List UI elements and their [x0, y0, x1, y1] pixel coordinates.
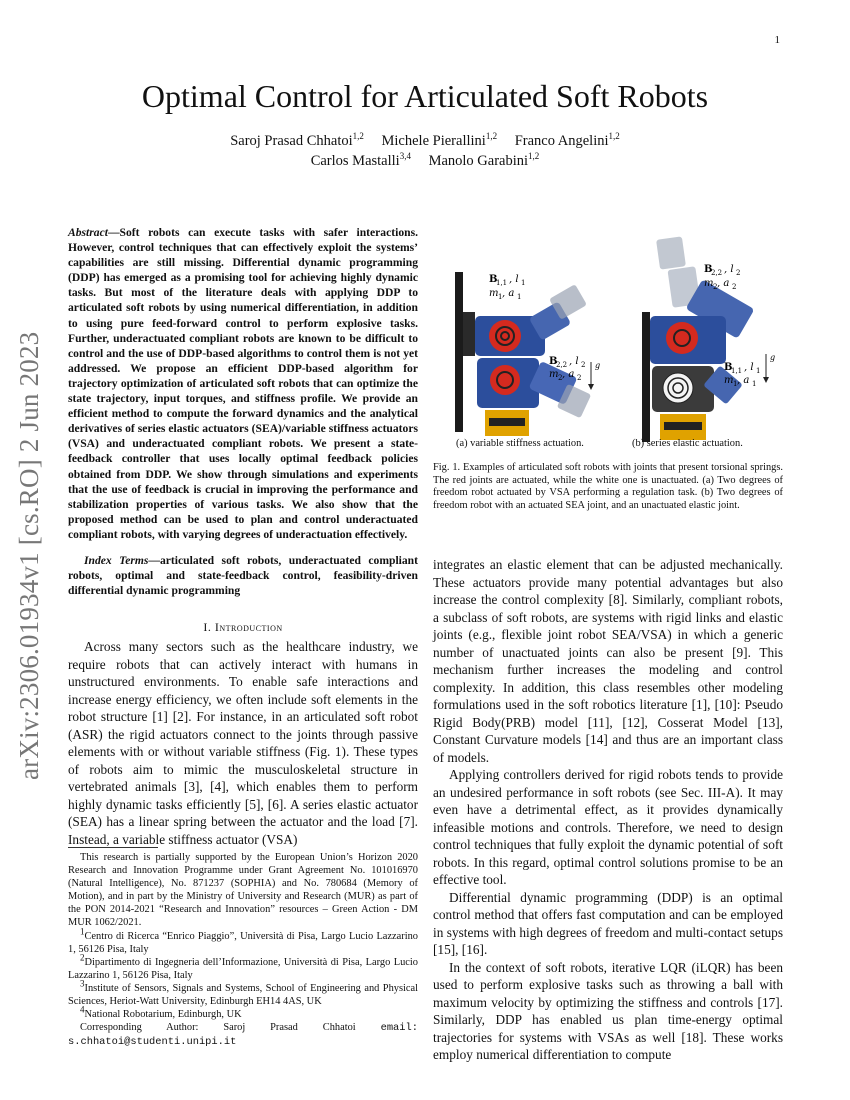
- author-list: [0, 131, 850, 171]
- footnote-aff1: $^1$Centro di Ricerca “Enrico Piaggio”, Università di Pisa, Largo Lucio Lazzarino 1, 56126 Pisa, Italy: [68, 926, 418, 955]
- index-terms-text: —articulated soft robots, underactuated compliant robots, optimal and state-feedback control, feasibility-driven differential dynamic programming: [68, 554, 418, 598]
- label-b22-a: B: [549, 356, 558, 367]
- svg-text:1: 1: [517, 293, 522, 301]
- body-paragraph: In the context of soft robots, iterative LQR (iLQR) has been used to perform explosive tasks such as throwing a ball with maximum velocity by optimizing the stiffness and controls [17]. Similarly, DDP has enabled us plan time-energy optimal trajectories for systems with VSAs as well [18]. These works employ numerical differentiation to compute: [433, 959, 783, 1062]
- subcaption-b: (b) series elastic actuation.: [632, 438, 743, 449]
- footnote-aff3: $^3$Institute of Sensors, Signals and Systems, School of Engineering and Physical Sciences, Heriot-Watt University, Edinburgh EH14 4AS, UK: [68, 978, 418, 1008]
- label-m2-a: m: [549, 369, 559, 380]
- author: Franco Angelini$^{1,2}$: [514, 131, 620, 149]
- figure-1: [433, 232, 783, 457]
- svg-text:2: 2: [713, 283, 718, 291]
- intro-paragraph: Across many sectors such as the healthcare industry, we require robots that can actively interact with humans in unstructured environments. To enable safe interactions and increase energy efficiency, we often include soft elements in the robot structure [1] [2]. For instance, in an articulated soft robot (ASR) the rigid actuators connect to the joints through passive elements with or without variable stiffness (Fig. 1). These types of robots aim to mimic the musculoskeletal structure in vertebrated animals [3], [4], which enables them to perform highly dynamic tasks efficiently [5], [6]. A series elastic actuator (SEA) has a linear spring between the actuator and the load [7]. Instead, a variable stiffness actuator (VSA): [68, 639, 418, 847]
- author: Michele Pierallini$^{1,2}$: [381, 131, 498, 149]
- figure-1a-robot-illustration: [441, 242, 606, 442]
- svg-text:2: 2: [581, 361, 586, 369]
- author-line-2: [0, 151, 850, 171]
- footnote-email: [68, 1035, 418, 1049]
- arxiv-stamp: arXiv:2306.01934v1 [cs.RO] 2 Jun 2023: [14, 331, 44, 780]
- footnote-aff4: $^4$National Robotarium, Edinburgh, UK: [80, 1004, 242, 1021]
- footnote-aff2: $^2$Dipartimento di Ingegneria dell’Informazione, Università di Pisa, Largo Lucio Lazzarino 1, 56126 Pisa, Italy: [68, 952, 418, 981]
- right-column-body: [433, 556, 783, 1064]
- footnote-rule: [68, 847, 158, 848]
- svg-text:2: 2: [732, 283, 737, 291]
- paper-title: Optimal Control for Articulated Soft Robots: [141, 78, 709, 114]
- body-paragraph: integrates an elastic element that can be adjusted mechanically. These actuators provide many potential advantages but also increase the control complexity [8]. Similarly, compliant robots, a subclass of soft robots, are systems with rigid links and elastic joints (e.g., flexible joint robot SEA/VSA) in which a generic number of unactuated joints can also be present [9]. This mechanism further increases the modeling and control complexity. In addition, this class resembles other modeling formulations used in the soft robotics literature [1], [10]: Pseudo Rigid Body(PRB) model [11], [12], Cosserat Model [13], Constant Curvature models [14] and thus are an important class of models.: [433, 557, 783, 765]
- svg-text:2: 2: [577, 374, 582, 382]
- label-g-a: g: [595, 361, 601, 370]
- svg-text:2: 2: [558, 374, 563, 382]
- svg-text:2: 2: [736, 269, 741, 277]
- svg-text:, l: , l: [569, 356, 579, 367]
- author: Carlos Mastalli$^{3,4}$: [310, 151, 411, 169]
- author-line-1: [0, 131, 850, 151]
- svg-text:1: 1: [498, 293, 503, 301]
- figure-1b-robot-illustration: [616, 232, 781, 447]
- svg-text:1: 1: [752, 380, 757, 388]
- section-heading: [68, 620, 418, 635]
- label-b11-b: B: [724, 362, 733, 373]
- figure-caption: Fig. 1. Examples of articulated soft robots with joints that present torsional springs. The red joints are actuated, while the white one is unactuated. (a) Two degrees of freedom robot actuated by VSA performing a regulation task. (b) Two degrees of freedom robot with an actuated SEA joint, and an unactuated elastic joint.: [433, 462, 783, 511]
- email-link[interactable]: s.chhatoi@studenti.unipi.it: [68, 1036, 237, 1049]
- abstract-text: —Soft robots can execute tasks with safer interactions. However, control techniques that can effectively exploit the systems’ capabilities are still missing. Differential dynamic programming (DDP) has emerged as a promising tool for achieving highly dynamic tasks. But most of the literature deals with applying DDP to articulated soft robots by using numerical differentiation, in addition to using pure feed-forward control to perform explosive tasks. Further, underactuated compliant robots are known to be difficult to control and the use of DDP-based algorithms to control them is not yet addressed. We propose an efficient DDP-based algorithm for trajectory optimization of articulated soft robots that can optimize the state trajectory, input torques, and stiffness profile. We provide an efficient method to compute the forward dynamics and the analytical derivatives of series elastic actuators (SEA)/variable stiffness actuators (VSA) and underactuated compliant robots. We present a state-feedback controller that uses locally optimal feedback policies obtained from DDP. We show through simulations and experiments that the use of feedback is crucial in improving the performance and stabilization properties of various tasks. We also show that the proposed method can be used to plan and control underactuated compliant robots, with varying degrees of underactuation effectively.: [68, 226, 418, 541]
- label-g-b: g: [770, 353, 776, 362]
- svg-text:1: 1: [733, 380, 738, 388]
- svg-text:1: 1: [756, 367, 761, 375]
- svg-text:, a: , a: [717, 278, 730, 289]
- section-numeral: I.: [203, 620, 212, 634]
- author: Manolo Garabini$^{1,2}$: [428, 151, 540, 169]
- footnote-funding: This research is partially supported by the European Union’s Horizon 2020 Research and Innovation Programme under Grant Agreement No. 101016970 (Natural Intelligence), No. 871237 (SOPHIA) and No. 780684 (Memory of Motion), and in part by the Ministry of University and Research (MUR) as part of the PON 2014-2021 “Research and Innovation” resources – Green Action - DM MUR 1062/2021.: [68, 852, 418, 929]
- svg-text:, a: , a: [502, 288, 515, 299]
- label-m2-b: m: [704, 278, 714, 289]
- svg-text:2,2: 2,2: [711, 269, 723, 277]
- label-m1-b: m: [724, 375, 734, 386]
- svg-text:, l: , l: [744, 362, 754, 373]
- label-m1-a: m: [489, 288, 499, 299]
- footnotes: [68, 851, 418, 1049]
- footnote-corresponding: Corresponding Author: Saroj Prasad Chhatoi email:: [80, 1022, 418, 1035]
- abstract: [68, 225, 418, 542]
- label-b11-a: B: [489, 274, 498, 285]
- svg-text:, a: , a: [562, 369, 575, 380]
- index-terms-label: Index Terms: [84, 554, 149, 567]
- svg-text:, l: , l: [509, 274, 519, 285]
- svg-text:2,2: 2,2: [556, 361, 568, 369]
- abstract-label: Abstract: [68, 226, 108, 239]
- index-terms: [68, 553, 418, 598]
- body-paragraph: Applying controllers derived for rigid robots tends to provide an undesired performance in soft robots (see Sec. III-A). It may even have a detrimental effect, as it provides dynamically infeasible motions and controls. Therefore, we need to design control techniques that fully exploit the dynamic potential of soft robots. In this regard, optimal control solutions promise to be an effective tool.: [433, 767, 783, 887]
- label-b22-b: B: [704, 264, 713, 275]
- svg-text:, l: , l: [724, 264, 734, 275]
- section-title: Introduction: [214, 620, 283, 634]
- svg-text:1,1: 1,1: [731, 367, 743, 375]
- subcaption-a: (a) variable stiffness actuation.: [456, 438, 584, 449]
- svg-text:1,1: 1,1: [496, 279, 508, 287]
- svg-text:1: 1: [521, 279, 526, 287]
- page-number: 1: [774, 34, 780, 46]
- body-paragraph: Differential dynamic programming (DDP) is an optimal control method that offers fast computation and can be employed in systems with high degrees of freedom and multi-contact setups [15], [16].: [433, 889, 783, 957]
- author: Saroj Prasad Chhatoi$^{1,2}$: [230, 131, 364, 149]
- svg-text:, a: , a: [737, 375, 750, 386]
